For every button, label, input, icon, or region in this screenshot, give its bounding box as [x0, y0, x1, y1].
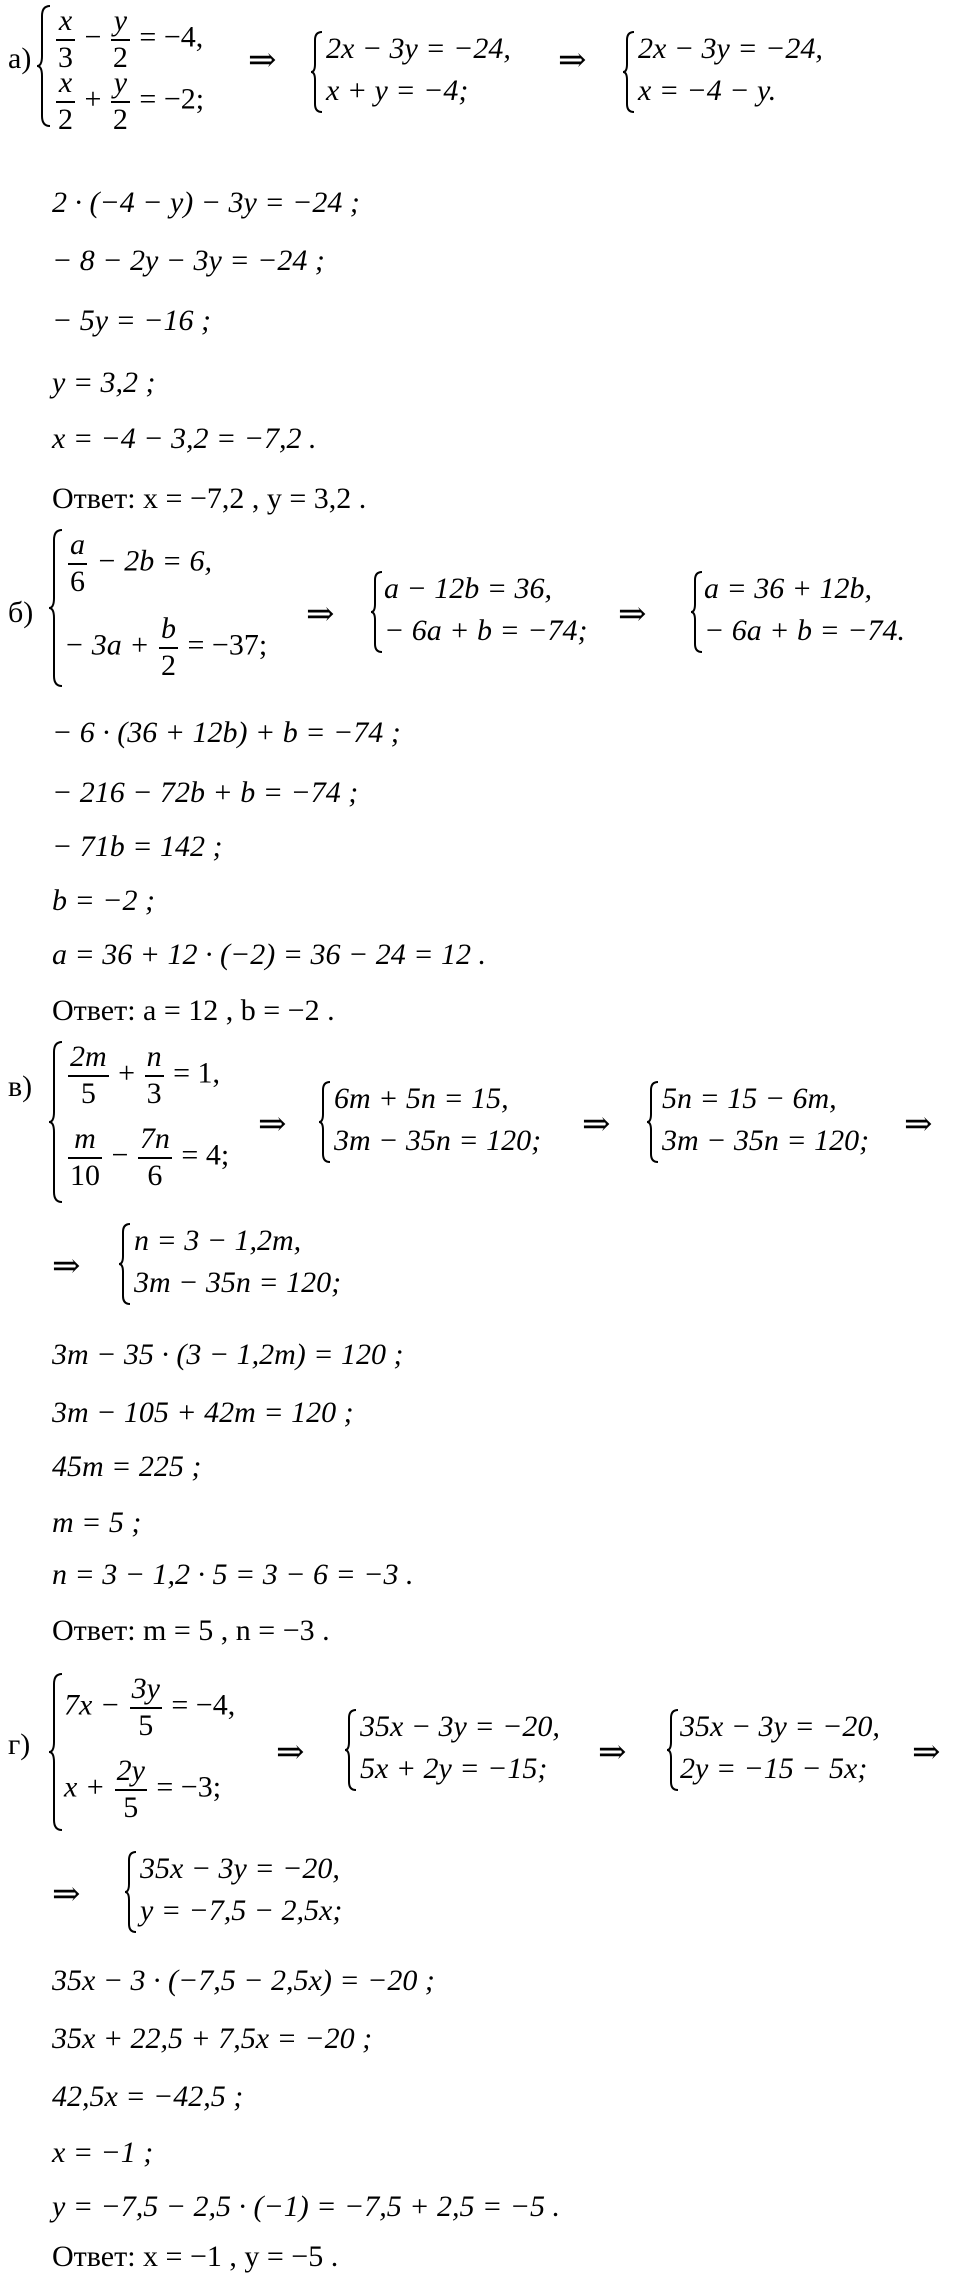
brace-icon: [318, 1080, 332, 1164]
brace-icon: [622, 30, 636, 114]
part-v-system-1: $\frac{2m}{5}$ + $\frac{n}{3}$ = 1, $\frac{m}{10}$ − $\frac{7n}{6}$ = 4;: [48, 1040, 288, 1204]
part-a-step-3: − 5y = −16 ;: [52, 304, 212, 337]
part-a-label: а): [8, 42, 32, 75]
implies-arrow: ⇒: [248, 42, 277, 79]
implies-arrow: ⇒: [558, 42, 587, 79]
part-b-step-1: − 6 · (36 + 12b) + b = −74 ;: [52, 716, 401, 749]
part-v-step-2: 3m − 105 + 42m = 120 ;: [52, 1396, 354, 1429]
brace-icon: [310, 30, 324, 114]
part-g-system-1: 7x − $\frac{3y}{5}$ = −4, x + $\frac{2y}{5}$ = −3;: [48, 1672, 288, 1832]
part-v-label: в): [8, 1070, 33, 1103]
part-a-system-3: 2x − 3y = −24, x = −4 − y.: [622, 30, 872, 114]
part-g-system-3: 35x − 3y = −20, 2y = −15 − 5x;: [666, 1708, 916, 1792]
part-g-system-4: 35x − 3y = −20, y = −7,5 − 2,5x;: [124, 1850, 404, 1934]
part-g-answer: Ответ: x = −1 , y = −5 .: [52, 2240, 339, 2273]
part-v-step-1: 3m − 35 · (3 − 1,2m) = 120 ;: [52, 1338, 404, 1371]
part-g-step-2: 35x + 22,5 + 7,5x = −20 ;: [52, 2022, 373, 2055]
part-a-step-5: x = −4 − 3,2 = −7,2 .: [52, 422, 317, 455]
brace-icon: [344, 1708, 358, 1792]
implies-arrow: ⇒: [912, 1734, 941, 1771]
part-b-system-3: a = 36 + 12b, − 6a + b = −74.: [690, 570, 950, 654]
part-v-system-4: n = 3 − 1,2m, 3m − 35n = 120;: [118, 1222, 378, 1306]
part-v-step-3: 45m = 225 ;: [52, 1450, 202, 1483]
part-v-system-3: 5n = 15 − 6m, 3m − 35n = 120;: [646, 1080, 906, 1164]
part-b-label: б): [8, 596, 34, 629]
part-b-answer: Ответ: a = 12 , b = −2 .: [52, 994, 335, 1027]
brace-icon: [118, 1222, 132, 1306]
part-v-step-5: n = 3 − 1,2 · 5 = 3 − 6 = −3 .: [52, 1558, 414, 1591]
implies-arrow: ⇒: [582, 1106, 611, 1143]
implies-arrow: ⇒: [52, 1248, 81, 1285]
part-b-system-2: a − 12b = 36, − 6a + b = −74;: [370, 570, 630, 654]
brace-icon: [48, 1040, 64, 1204]
part-b-step-3: − 71b = 142 ;: [52, 830, 223, 863]
part-b-step-4: b = −2 ;: [52, 884, 155, 917]
part-a-system-2: 2x − 3y = −24, x + y = −4;: [310, 30, 560, 114]
part-g-step-5: y = −7,5 − 2,5 · (−1) = −7,5 + 2,5 = −5 .: [52, 2190, 560, 2223]
implies-arrow: ⇒: [904, 1106, 933, 1143]
brace-icon: [646, 1080, 660, 1164]
brace-icon: [48, 1672, 64, 1832]
implies-arrow: ⇒: [598, 1734, 627, 1771]
part-v-system-2: 6m + 5n = 15, 3m − 35n = 120;: [318, 1080, 588, 1164]
part-a-step-1: 2 · (−4 − y) − 3y = −24 ;: [52, 186, 360, 219]
brace-icon: [690, 570, 704, 654]
brace-icon: [666, 1708, 680, 1792]
part-g-label: г): [8, 1728, 31, 1761]
implies-arrow: ⇒: [258, 1106, 287, 1143]
implies-arrow: ⇒: [52, 1876, 81, 1913]
part-a-step-4: y = 3,2 ;: [52, 366, 156, 399]
implies-arrow: ⇒: [618, 596, 647, 633]
brace-icon: [124, 1850, 138, 1934]
part-g-step-3: 42,5x = −42,5 ;: [52, 2080, 244, 2113]
brace-icon: [48, 528, 64, 688]
part-b-step-5: a = 36 + 12 · (−2) = 36 − 24 = 12 .: [52, 938, 486, 971]
part-v-answer: Ответ: m = 5 , n = −3 .: [52, 1614, 330, 1647]
part-a-step-2: − 8 − 2y − 3y = −24 ;: [52, 244, 325, 277]
brace-icon: [36, 4, 52, 128]
part-a-answer: Ответ: x = −7,2 , y = 3,2 .: [52, 482, 367, 515]
part-g-system-2: 35x − 3y = −20, 5x + 2y = −15;: [344, 1708, 604, 1792]
part-b-step-2: − 216 − 72b + b = −74 ;: [52, 776, 359, 809]
brace-icon: [370, 570, 384, 654]
implies-arrow: ⇒: [276, 1734, 305, 1771]
part-v-step-4: m = 5 ;: [52, 1506, 142, 1539]
part-g-step-4: x = −1 ;: [52, 2136, 154, 2169]
part-b-system-1: $\frac{a}{6}$ − 2b = 6, − 3a + $\frac{b}{2}$ = −37;: [48, 528, 288, 688]
part-g-step-1: 35x − 3 · (−7,5 − 2,5x) = −20 ;: [52, 1964, 435, 1997]
part-a-system-1: $\frac{x}{3}$ − $\frac{y}{2}$ = −4, $\frac{x}{2}$ + $\frac{y}{2}$ = −2;: [36, 4, 236, 128]
implies-arrow: ⇒: [306, 596, 335, 633]
